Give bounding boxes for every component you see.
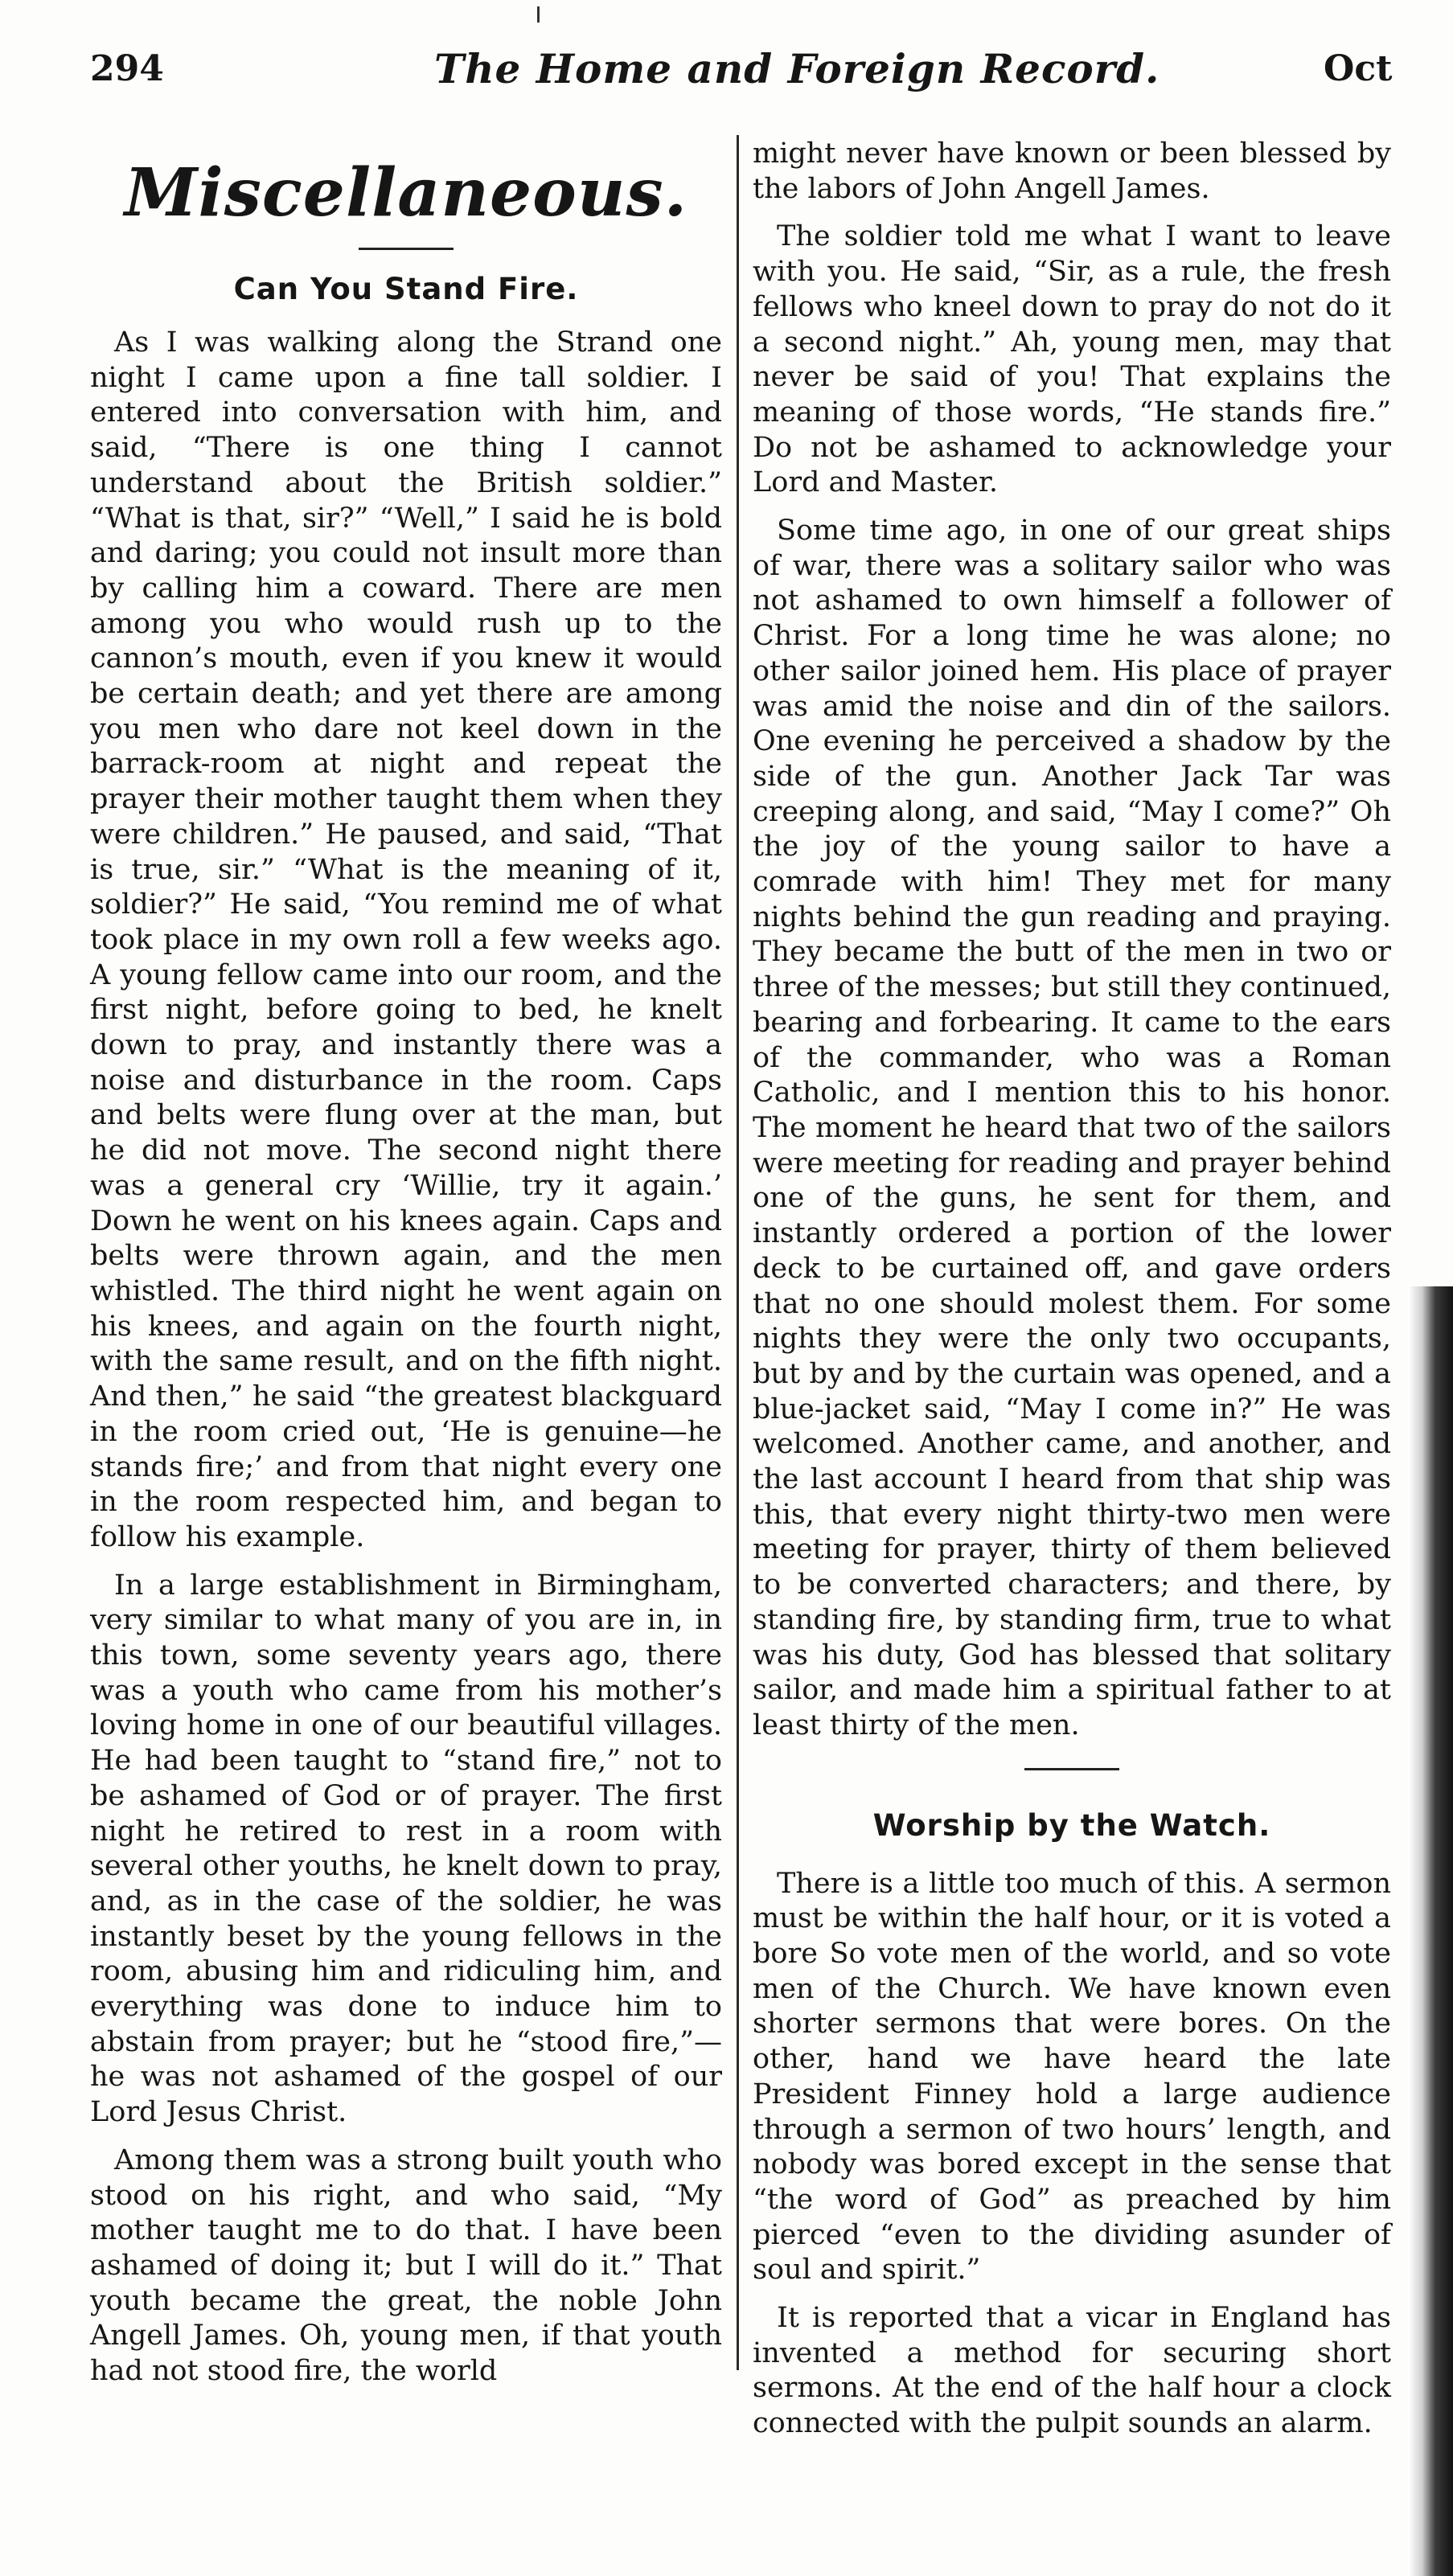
article-title-worship: Worship by the Watch. bbox=[872, 1807, 1271, 1843]
left-column bbox=[90, 137, 722, 2402]
ink-mark bbox=[537, 6, 540, 23]
paragraph: Some time ago, in one of our great ships of war, there was a solitary sailor who was not ashamed to own himself a follower of Christ. For a long time he was alone; no other sailor joined hem. His place of prayer was amid the noise and din of the sailors. One evening he perceived a shadow by the side of the gun. Another Jack Tar was creeping along, and said, “May I come?” Oh the joy of the young sailor to have a comrade with him! They met for many nights behind the gun reading and praying. They became the butt of the men in two or three of the messes; but still they continued, bearing and forbearing. It came to the ears of the commander, who was a Roman Catholic, and I mention this to his honor. The moment he heard that two of the sailors were meeting for reading and prayer behind one of the guns, he sent for them, and instantly ordered a portion of the lower deck to be curtained off, and gave orders that no one should molest them. For some nights they were the only two occupants, but by and by the curtain was opened, and a blue-jacket said, “May I come in?” He was welcomed. Another came, and another, and the last account I heard from that ship was this, that every night thirty-two men were meeting for prayer, thirty of them believed to be converted characters; and there, by standing fire, by standing firm, true to what was his duty, God has blessed that solitary sailor, and made him a spiritual father to at least thirty of the men. bbox=[753, 515, 1391, 1741]
paragraph-continued: might never have known or been blessed by the labors of John Angell James. bbox=[753, 137, 1391, 205]
article-title-stand-fire: Can You Stand Fire. bbox=[233, 272, 579, 306]
issue-month: Oct bbox=[1324, 48, 1393, 89]
paragraph: The soldier told me what I want to leave with you. He said, “Sir, as a rule, the fresh fellows who kneel down to pray do not do it a second night.” Ah, young men, may that never be said of you! That explains the meaning of those words, “He stands fire.” Do not be ashamed to acknowledge your Lord and Master. bbox=[753, 220, 1391, 499]
paragraph: There is a little too much of this. A sermon must be within the half hour, or it is voted a bore So vote men of the world, and so vote men of the Church. We have known even shorter sermons that were bores. On the other, hand we have heard the late President Finney hold a large audience through a sermon of two hours’ length, and nobody was bored except in the sense that “the word of God” as preached by him pierced “even to the dividing asunder of soul and spirit.” bbox=[753, 1867, 1391, 2287]
journal-title: The Home and Foreign Record. bbox=[434, 45, 1160, 92]
article-separator-rule bbox=[1024, 1768, 1119, 1770]
scan-shadow-edge bbox=[1409, 1286, 1453, 2576]
column-divider bbox=[737, 135, 739, 2370]
title-rule bbox=[359, 248, 454, 250]
paragraph: It is reported that a vicar in England has invented a method for securing short sermons. At the end of the half hour a clock connected with the pulpit sounds an alarm. bbox=[753, 2302, 1391, 2440]
paragraph: In a large establishment in Birmingham, very similar to what many of you are in, in this town, some seventy years ago, there was a youth who came from his mother’s loving home in one of our beautiful villages. He had been taught to “stand fire,” not to be ashamed of God or of prayer. The first night he retired to rest in a room with several other youths, he knelt down to pray, and, as in the case of the soldier, he was instantly beset by the young fellows in the room, abusing him and ridiculing him, and everything was done to induce him to abstain from prayer; but he “stood fire,”—he was not ashamed of the gospel of our Lord Jesus Christ. bbox=[90, 1569, 722, 2129]
paragraph: Among them was a strong built youth who stood on his right, and who said, “My mother taught me to do that. I have been ashamed of doing it; but I will do it.” That youth became the great, the noble John Angell James. Oh, young men, if that youth had not stood fire, the world bbox=[90, 2143, 722, 2388]
page-number: 294 bbox=[90, 48, 164, 89]
running-head bbox=[0, 0, 1453, 121]
section-title: Miscellaneous. bbox=[124, 154, 688, 232]
paragraph: As I was walking along the Strand one night I came upon a fine tall soldier. I entered into conversation with him, and said, “There is one thing I cannot understand about the British soldier.” “What is that, sir?” “Well,” I said he is bold and daring; you could not insult more than by calling him a coward. There are men among you who would rush up to the cannon’s mouth, even if you knew it would be certain death; and yet there are among you men who dare not keel down in the barrack-room at night and repeat the prayer their mother taught them when they were children.” He paused, and said, “That is true, sir.” “What is the meaning of it, soldier?” He said, “You remind me of what took place in my own roll a few weeks ago. A young fellow came into our room, and the first night, before going to bed, he knelt down to pray, and instantly there was a noise and disturbance in the room. Caps and belts were flung over at the man, but he did not move. The second night there was a general cry ‘Willie, try it again.’ Down he went on his knees again. Caps and belts were thrown again, and the men whistled. The third night he went again on his knees, and again on the fourth night, with the same result, and on the fifth night. And then,” he said “the greatest blackguard in the room cried out, ‘He is genuine—he stands fire;’ and from that night every one in the room respected him, and began to follow his example. bbox=[90, 326, 722, 1553]
right-column bbox=[753, 137, 1391, 2455]
